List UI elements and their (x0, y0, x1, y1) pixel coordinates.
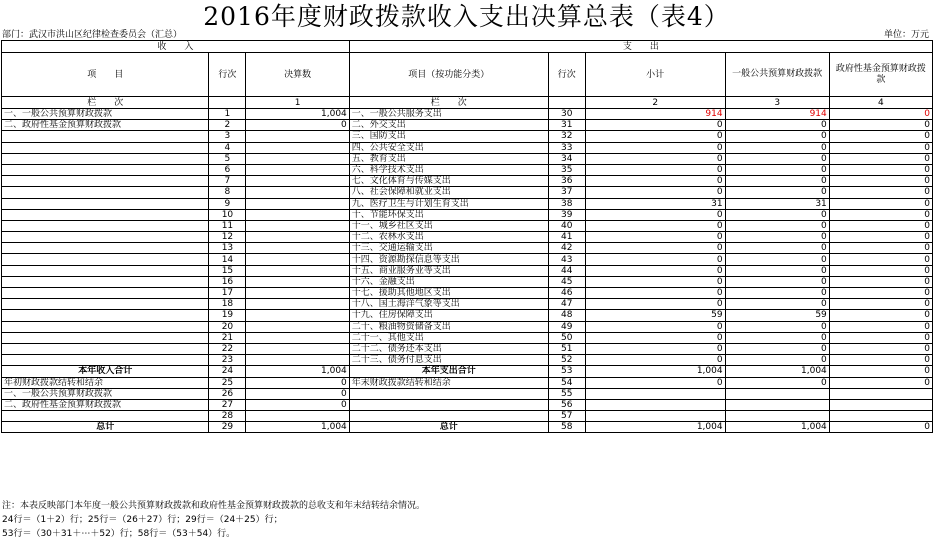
expense-row-no-cell: 31 (548, 120, 585, 131)
income-row-no-cell: 15 (209, 265, 246, 276)
expense-item-cell: 十九、住房保障支出 (349, 310, 548, 321)
subtotal-cell: 0 (585, 377, 725, 388)
final-amount-cell (246, 187, 349, 198)
column-index-row (2, 97, 933, 109)
final-amount-header: 决算数 (246, 53, 349, 97)
expense-item-cell: 八、社会保障和就业支出 (349, 187, 548, 198)
income-item-cell: 一、一般公共预算财政拨款 (2, 388, 209, 399)
table-row (2, 254, 933, 265)
income-item-cell: 二、政府性基金预算财政拨款 (2, 399, 209, 410)
final-amount-cell: 0 (246, 377, 349, 388)
income-item-cell: 本年收入合计 (2, 366, 209, 377)
expense-item-cell: 三、国防支出 (349, 131, 548, 142)
income-item-cell (2, 153, 209, 164)
footnote-2: 24行＝（1＋2）行；25行＝（26＋27）行；29行＝（24＋25）行； (2, 515, 283, 525)
final-amount-cell (246, 321, 349, 332)
expense-item-header: 项目（按功能分类） (349, 53, 548, 97)
expense-row-no-cell: 44 (548, 265, 585, 276)
expense-item-cell: 十四、资源勘探信息等支出 (349, 254, 548, 265)
fund-budget-cell (829, 399, 932, 410)
expense-item-cell (349, 388, 548, 399)
expense-item-cell: 二十三、债务付息支出 (349, 355, 548, 366)
subtotal-header: 小计 (585, 53, 725, 97)
expense-row-no-cell: 48 (548, 310, 585, 321)
income-row-no-cell: 28 (209, 411, 246, 422)
table-row (2, 377, 933, 388)
fund-budget-cell: 0 (829, 332, 932, 343)
general-budget-cell: 0 (725, 332, 829, 343)
column-index-1: 1 (246, 97, 349, 109)
expense-row-no-cell: 53 (548, 366, 585, 377)
subtotal-cell: 0 (585, 265, 725, 276)
table-row (2, 164, 933, 175)
final-amount-cell (246, 276, 349, 287)
fund-budget-cell (829, 388, 932, 399)
expense-row-no-cell: 50 (548, 332, 585, 343)
table-row (2, 343, 933, 354)
final-amount-cell (246, 198, 349, 209)
fund-budget-cell: 0 (829, 321, 932, 332)
expense-row-no-cell: 39 (548, 209, 585, 220)
expense-row-no-cell: 58 (548, 422, 585, 433)
fund-budget-cell: 0 (829, 265, 932, 276)
fund-budget-cell: 0 (829, 422, 932, 433)
expense-row-no-cell: 35 (548, 164, 585, 175)
general-budget-cell: 0 (725, 276, 829, 287)
expense-row-no-cell: 37 (548, 187, 585, 198)
expense-item-cell: 十三、交通运输支出 (349, 243, 548, 254)
expense-item-cell: 六、科学技术支出 (349, 164, 548, 175)
fund-budget-cell: 0 (829, 243, 932, 254)
income-row-no-cell: 21 (209, 332, 246, 343)
final-amount-cell (246, 176, 349, 187)
expense-row-no-cell: 32 (548, 131, 585, 142)
subtotal-cell: 0 (585, 332, 725, 343)
income-row-no-cell: 3 (209, 131, 246, 142)
income-item-cell (2, 299, 209, 310)
expense-item-cell: 二十一、其他支出 (349, 332, 548, 343)
income-item-cell (2, 411, 209, 422)
final-amount-cell (246, 355, 349, 366)
final-amount-cell: 0 (246, 120, 349, 131)
subtotal-cell: 0 (585, 299, 725, 310)
income-item-cell (2, 254, 209, 265)
general-budget-cell: 0 (725, 288, 829, 299)
expense-item-cell: 四、公共安全支出 (349, 142, 548, 153)
subtotal-cell: 0 (585, 243, 725, 254)
general-budget-cell: 59 (725, 310, 829, 321)
income-row-no-cell: 4 (209, 142, 246, 153)
income-item-cell (2, 198, 209, 209)
subtotal-cell (585, 388, 725, 399)
fund-budget-cell: 0 (829, 153, 932, 164)
income-item-cell (2, 142, 209, 153)
general-budget-cell: 0 (725, 343, 829, 354)
table-row (2, 321, 933, 332)
general-budget-cell: 0 (725, 153, 829, 164)
income-row-no-cell: 22 (209, 343, 246, 354)
income-item-cell (2, 265, 209, 276)
income-row-no-cell: 12 (209, 232, 246, 243)
income-item-cell (2, 220, 209, 231)
table-row (2, 288, 933, 299)
expense-row-no-cell: 56 (548, 399, 585, 410)
subtotal-cell: 1,004 (585, 422, 725, 433)
footnote-3: 53行＝（30＋31＋⋯＋52）行；58行＝（53＋54）行。 (2, 529, 236, 539)
fund-budget-cell: 0 (829, 209, 932, 220)
general-budget-cell: 0 (725, 377, 829, 388)
subtotal-cell: 0 (585, 164, 725, 175)
expense-item-cell: 本年支出合计 (349, 366, 548, 377)
income-section-header: 收 入 (2, 41, 350, 53)
table-row (2, 388, 933, 399)
general-budget-cell (725, 411, 829, 422)
table-row (2, 187, 933, 198)
fund-budget-cell: 0 (829, 377, 932, 388)
expense-row-no-cell: 55 (548, 388, 585, 399)
general-budget-cell: 1,004 (725, 366, 829, 377)
final-amount-cell (246, 164, 349, 175)
table-row (2, 220, 933, 231)
expense-item-cell: 七、文化体育与传媒支出 (349, 176, 548, 187)
expense-row-no-cell: 30 (548, 109, 585, 120)
income-row-no-cell: 27 (209, 399, 246, 410)
report-title: 2016年度财政拨款收入支出决算总表（表4） (203, 2, 730, 31)
fund-budget-cell: 0 (829, 176, 932, 187)
subtotal-cell: 0 (585, 176, 725, 187)
general-budget-cell: 0 (725, 321, 829, 332)
final-amount-cell: 0 (246, 388, 349, 399)
fund-budget-cell: 0 (829, 299, 932, 310)
income-item-cell (2, 276, 209, 287)
income-row-no-cell: 7 (209, 176, 246, 187)
expense-item-cell: 二十二、债务还本支出 (349, 343, 548, 354)
subtotal-cell: 0 (585, 288, 725, 299)
fund-budget-cell (829, 411, 932, 422)
fund-budget-cell: 0 (829, 220, 932, 231)
general-budget-header: 一般公共预算财政拨款 (725, 53, 829, 97)
expense-row-no-cell: 34 (548, 153, 585, 164)
subtotal-cell: 0 (585, 355, 725, 366)
expense-item-cell: 二、外交支出 (349, 120, 548, 131)
final-amount-cell (246, 243, 349, 254)
income-item-cell: 一、一般公共预算财政拨款 (2, 109, 209, 120)
general-budget-cell: 0 (725, 232, 829, 243)
income-row-no-cell: 25 (209, 377, 246, 388)
final-amount-cell: 1,004 (246, 109, 349, 120)
footnote-1: 注：本表反映部门本年度一般公共预算财政拨款和政府性基金预算财政拨款的总收支和年末结转结余情况。 (2, 501, 426, 511)
final-amount-cell (246, 343, 349, 354)
subtotal-cell: 0 (585, 153, 725, 164)
expense-row-no-cell: 54 (548, 377, 585, 388)
expense-section-header: 支 出 (349, 41, 932, 53)
income-row-no-cell: 23 (209, 355, 246, 366)
expense-row-no-cell: 47 (548, 299, 585, 310)
final-amount-cell (246, 299, 349, 310)
fund-budget-cell: 0 (829, 254, 932, 265)
table-row (2, 355, 933, 366)
income-item-cell (2, 164, 209, 175)
income-row-no-cell: 16 (209, 276, 246, 287)
fund-budget-cell: 0 (829, 131, 932, 142)
subtotal-cell: 0 (585, 276, 725, 287)
department-label: 部门：武汉市洪山区纪律检查委员会（汇总） (2, 30, 183, 40)
subtotal-cell: 0 (585, 187, 725, 198)
table-row (2, 109, 933, 120)
income-row-no-header: 行次 (209, 53, 246, 97)
column-header-row (2, 53, 933, 97)
table-row (2, 399, 933, 410)
general-budget-cell (725, 388, 829, 399)
fund-budget-cell: 0 (829, 310, 932, 321)
expense-item-cell (349, 411, 548, 422)
subtotal-cell: 0 (585, 220, 725, 231)
final-amount-cell (246, 265, 349, 276)
general-budget-cell: 0 (725, 142, 829, 153)
table-row (2, 310, 933, 321)
table-row (2, 422, 933, 433)
general-budget-cell: 0 (725, 120, 829, 131)
subtotal-cell: 914 (585, 109, 725, 120)
income-row-no-cell: 20 (209, 321, 246, 332)
general-budget-cell: 0 (725, 220, 829, 231)
subtotal-cell: 1,004 (585, 366, 725, 377)
table-row (2, 120, 933, 131)
income-item-cell (2, 243, 209, 254)
final-amount-cell (246, 209, 349, 220)
general-budget-cell: 0 (725, 355, 829, 366)
fund-budget-cell: 0 (829, 142, 932, 153)
expense-row-no-cell: 49 (548, 321, 585, 332)
subtotal-cell: 0 (585, 142, 725, 153)
expense-row-no-cell: 51 (548, 343, 585, 354)
subtotal-cell (585, 399, 725, 410)
fund-budget-cell: 0 (829, 187, 932, 198)
general-budget-cell: 0 (725, 243, 829, 254)
general-budget-cell: 1,004 (725, 422, 829, 433)
expense-item-cell: 十八、国土海洋气象等支出 (349, 299, 548, 310)
final-amount-cell (246, 232, 349, 243)
income-row-no-cell: 24 (209, 366, 246, 377)
general-budget-cell: 0 (725, 164, 829, 175)
income-row-no-cell: 14 (209, 254, 246, 265)
income-row-no-cell: 6 (209, 164, 246, 175)
final-amount-cell (246, 220, 349, 231)
expense-row-no-cell: 36 (548, 176, 585, 187)
general-budget-cell: 31 (725, 198, 829, 209)
general-budget-cell: 0 (725, 254, 829, 265)
income-row-no-cell: 1 (209, 109, 246, 120)
final-amount-cell: 1,004 (246, 366, 349, 377)
table-row (2, 299, 933, 310)
income-item-header: 项 目 (2, 53, 209, 97)
expense-row-no-cell: 57 (548, 411, 585, 422)
final-amount-cell (246, 411, 349, 422)
income-row-no-cell: 8 (209, 187, 246, 198)
income-item-cell (2, 310, 209, 321)
expense-row-no-cell: 52 (548, 355, 585, 366)
expense-item-cell: 五、教育支出 (349, 153, 548, 164)
subtotal-cell: 0 (585, 232, 725, 243)
expense-row-no-cell: 41 (548, 232, 585, 243)
lanci-label-2: 栏 次 (349, 97, 548, 109)
income-item-cell (2, 187, 209, 198)
table-row (2, 176, 933, 187)
subtotal-cell: 0 (585, 209, 725, 220)
expense-item-cell: 十七、援助其他地区支出 (349, 288, 548, 299)
expense-item-cell: 十五、商业服务业等支出 (349, 265, 548, 276)
budget-table (1, 40, 933, 433)
subtotal-cell: 0 (585, 343, 725, 354)
income-row-no-cell: 2 (209, 120, 246, 131)
subtotal-cell: 0 (585, 131, 725, 142)
fund-budget-cell: 0 (829, 355, 932, 366)
final-amount-cell (246, 142, 349, 153)
empty-cell (548, 97, 585, 109)
income-row-no-cell: 17 (209, 288, 246, 299)
table-row (2, 232, 933, 243)
income-item-cell (2, 176, 209, 187)
table-row (2, 153, 933, 164)
income-row-no-cell: 19 (209, 310, 246, 321)
subtotal-cell: 0 (585, 120, 725, 131)
income-row-no-cell: 9 (209, 198, 246, 209)
fund-budget-cell: 0 (829, 276, 932, 287)
final-amount-cell (246, 153, 349, 164)
general-budget-cell: 0 (725, 265, 829, 276)
expense-row-no-cell: 40 (548, 220, 585, 231)
income-item-cell: 年初财政拨款结转和结余 (2, 377, 209, 388)
final-amount-cell (246, 254, 349, 265)
table-row (2, 411, 933, 422)
subtotal-cell: 31 (585, 198, 725, 209)
expense-item-cell: 十一、城乡社区支出 (349, 220, 548, 231)
expense-item-cell: 十六、金融支出 (349, 276, 548, 287)
empty-cell (209, 97, 246, 109)
table-row (2, 131, 933, 142)
income-row-no-cell: 13 (209, 243, 246, 254)
fund-budget-cell: 0 (829, 366, 932, 377)
expense-row-no-cell: 43 (548, 254, 585, 265)
fund-budget-cell: 0 (829, 232, 932, 243)
table-row (2, 198, 933, 209)
table-row (2, 276, 933, 287)
fund-budget-cell: 0 (829, 343, 932, 354)
table-row (2, 332, 933, 343)
income-row-no-cell: 11 (209, 220, 246, 231)
fund-budget-cell: 0 (829, 120, 932, 131)
column-index-3: 3 (725, 97, 829, 109)
table-row (2, 265, 933, 276)
fund-budget-cell: 0 (829, 198, 932, 209)
expense-row-no-cell: 42 (548, 243, 585, 254)
income-item-cell (2, 343, 209, 354)
final-amount-cell: 1,004 (246, 422, 349, 433)
final-amount-cell (246, 310, 349, 321)
expense-row-no-cell: 45 (548, 276, 585, 287)
expense-row-no-cell: 38 (548, 198, 585, 209)
income-row-no-cell: 18 (209, 299, 246, 310)
general-budget-cell (725, 399, 829, 410)
expense-item-cell: 二十、粮油物资储备支出 (349, 321, 548, 332)
expense-item-cell: 年末财政拨款结转和结余 (349, 377, 548, 388)
general-budget-cell: 0 (725, 299, 829, 310)
income-item-cell: 二、政府性基金预算财政拨款 (2, 120, 209, 131)
general-budget-cell: 0 (725, 187, 829, 198)
fund-budget-cell: 0 (829, 288, 932, 299)
subtotal-cell: 0 (585, 254, 725, 265)
subtotal-cell: 0 (585, 321, 725, 332)
unit-label: 单位：万元 (883, 30, 929, 40)
expense-row-no-header: 行次 (548, 53, 585, 97)
income-item-cell: 总计 (2, 422, 209, 433)
income-row-no-cell: 26 (209, 388, 246, 399)
income-item-cell (2, 232, 209, 243)
general-budget-cell: 914 (725, 109, 829, 120)
column-index-4: 4 (829, 97, 932, 109)
income-item-cell (2, 321, 209, 332)
income-row-no-cell: 29 (209, 422, 246, 433)
column-index-2: 2 (585, 97, 725, 109)
expense-item-cell: 九、医疗卫生与计划生育支出 (349, 198, 548, 209)
income-item-cell (2, 209, 209, 220)
final-amount-cell (246, 131, 349, 142)
general-budget-cell: 0 (725, 209, 829, 220)
expense-item-cell (349, 399, 548, 410)
fund-budget-cell: 0 (829, 109, 932, 120)
lanci-label: 栏 次 (2, 97, 209, 109)
expense-item-cell: 总计 (349, 422, 548, 433)
table-row (2, 366, 933, 377)
expense-item-cell: 十二、农林水支出 (349, 232, 548, 243)
fund-budget-cell: 0 (829, 164, 932, 175)
general-budget-cell: 0 (725, 131, 829, 142)
subtotal-cell (585, 411, 725, 422)
final-amount-cell (246, 332, 349, 343)
income-item-cell (2, 355, 209, 366)
fund-budget-header: 政府性基金预算财政拨款 (829, 53, 932, 97)
expense-item-cell: 十、节能环保支出 (349, 209, 548, 220)
table-row (2, 209, 933, 220)
income-item-cell (2, 332, 209, 343)
expense-row-no-cell: 46 (548, 288, 585, 299)
income-row-no-cell: 5 (209, 153, 246, 164)
section-header-row (2, 41, 933, 53)
expense-item-cell: 一、一般公共服务支出 (349, 109, 548, 120)
income-item-cell (2, 131, 209, 142)
general-budget-cell: 0 (725, 176, 829, 187)
subtotal-cell: 59 (585, 310, 725, 321)
table-row (2, 243, 933, 254)
final-amount-cell (246, 288, 349, 299)
income-item-cell (2, 288, 209, 299)
income-row-no-cell: 10 (209, 209, 246, 220)
table-row (2, 142, 933, 153)
final-amount-cell: 0 (246, 399, 349, 410)
expense-row-no-cell: 33 (548, 142, 585, 153)
